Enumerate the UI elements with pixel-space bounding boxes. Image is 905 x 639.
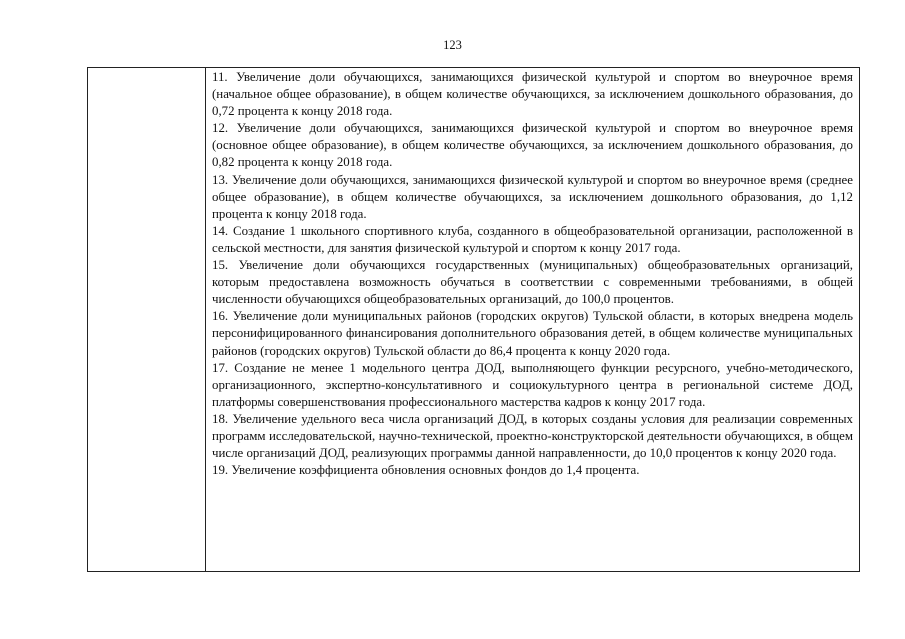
target-item-12: 12. Увеличение доли обучающихся, занимающихся физической культурой и спортом во внеурочное время (основное общее образование), в общем количестве обучающихся, за исключением дошкольного образования, до 0,82 процента к концу 2018 года. — [212, 121, 853, 170]
target-item-16: 16. Увеличение доли муниципальных районов (городских округов) Тульской области, в которых внедрена модель персонифицированного финансирования дополнительного образования детей, в общем количестве муниципальных районов (городских округов) Тульской области до 86,4 процента к концу 2020 года. — [212, 309, 853, 358]
page-number: 123 — [443, 38, 462, 52]
target-item-18: 18. Увеличение удельного веса числа организаций ДОД, в которых созданы условия для реализации современных программ исследовательской, научно-технической, проектно-конструкторской деятельности обучающихся, в общем числе организаций ДОД, реализующих программы данной направленности, до 10,0 процентов к концу 2020 года. — [212, 411, 853, 461]
document-table — [87, 67, 860, 572]
table-left-column — [88, 68, 206, 571]
target-item-17: 17. Создание не менее 1 модельного центра ДОД, выполняющего функции ресурсного, учебно-методического, организационного, экспертно-консультативного и социокультурного центра в региональной системе ДОД, платформы совершенствования профессионального мастерства кадров к концу 2017 года. — [212, 360, 853, 409]
target-item-11: 11. Увеличение доли обучающихся, занимающихся физической культурой и спортом во внеурочное время (начальное общее образование), в общем количестве обучающихся, за исключением дошкольного образования, до 0,72 процента к концу 2018 года. — [212, 70, 853, 119]
target-item-14: 14. Создание 1 школьного спортивного клуба, созданного в общеобразовательной организации, расположенной в сельской местности, для занятия физической культурой и спортом к концу 2017 года. — [212, 223, 853, 255]
target-item-15: 15. Увеличение доли обучающихся государственных (муниципальных) общеобразовательных организаций, которым предоставлена возможность обучаться в соответствии с современными требованиями, в общей численности обучающихся общеобразовательных организаций, до 100,0 процентов. — [212, 258, 853, 307]
target-item-13: 13. Увеличение доли обучающихся, занимающихся физической культурой и спортом во внеурочное время (среднее общее образование), в общем количестве обучающихся, за исключением дошкольного образования, до 1,12 процента к концу 2018 года. — [212, 172, 853, 221]
target-item-19: 19. Увеличение коэффициента обновления основных фондов до 1,4 процента. — [212, 463, 640, 478]
table-right-column — [206, 68, 859, 571]
